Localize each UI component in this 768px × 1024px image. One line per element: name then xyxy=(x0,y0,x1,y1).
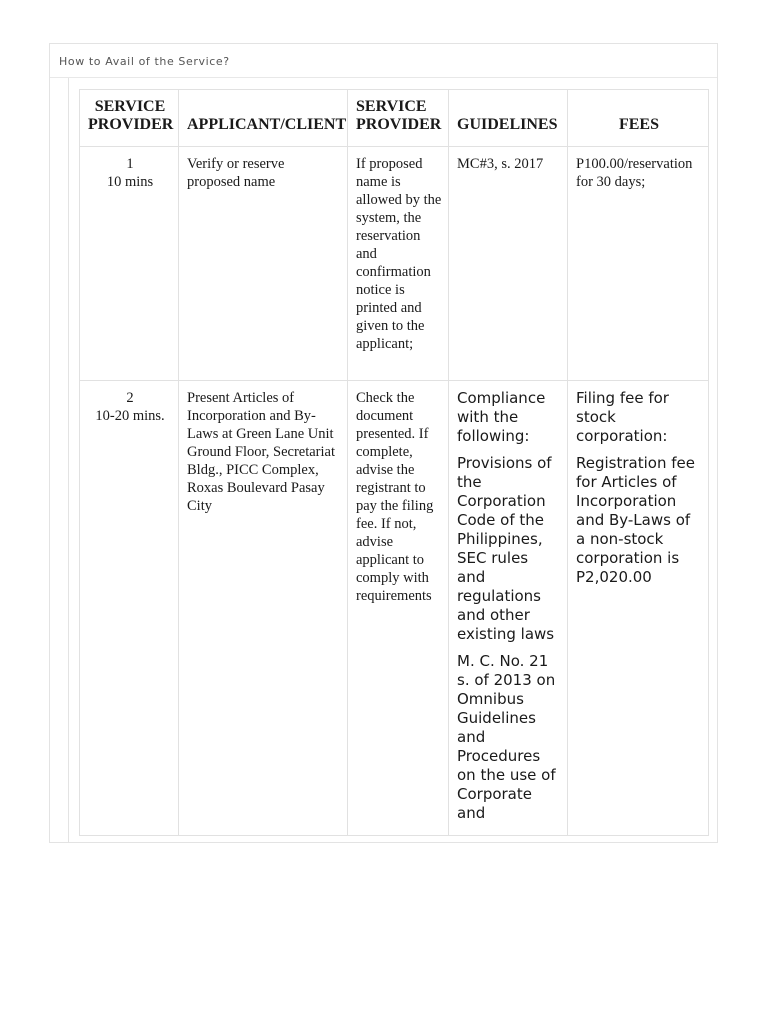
service-table xyxy=(79,89,709,836)
guidelines-cell xyxy=(449,381,568,836)
guideline-text: MC#3, s. 2017 xyxy=(457,156,544,172)
step-duration: 10 mins xyxy=(106,174,154,190)
fee-text: P100.00/reservation for 30 days; xyxy=(576,156,693,190)
fee-text: Filing fee for stock corporation: xyxy=(576,389,669,445)
header-service-provider: SERVICE PROVIDER xyxy=(80,90,179,147)
provider-cell: Check the document presented. If complete, advise the registrant to pay the filing fee. If not, advise applicant to comply with requirements xyxy=(348,381,449,836)
fees-cell xyxy=(568,381,709,836)
guidelines-cell xyxy=(449,147,568,381)
panel-body xyxy=(68,78,716,843)
applicant-cell: Present Articles of Incorporation and By-Laws at Green Lane Unit Ground Floor, Secretariat Bldg., PICC Complex, Roxas Boulevard Pasay City xyxy=(179,381,348,836)
guideline-text: Compliance with the following: xyxy=(457,389,546,445)
fees-cell xyxy=(568,147,709,381)
step-number: 1 xyxy=(126,156,134,172)
step-number: 2 xyxy=(126,390,134,406)
guideline-text: Provisions of the Corporation Code of the Philippines, SEC rules and regulations and other existing laws xyxy=(457,454,555,643)
step-duration: 10-20 mins. xyxy=(95,408,165,424)
table-row xyxy=(80,381,709,836)
table-row xyxy=(80,147,709,381)
panel-title: How to Avail of the Service? xyxy=(50,44,717,78)
header-applicant-client: APPLICANT/CLIENT xyxy=(179,90,348,147)
provider-cell: If proposed name is allowed by the system, the reservation and confirmation notice is printed and given to the applicant; xyxy=(348,147,449,381)
service-panel xyxy=(49,43,718,843)
table-header-row xyxy=(80,90,709,147)
step-cell xyxy=(80,147,179,381)
fee-text: Registration fee for Articles of Incorporation and By-Laws of a non-stock corporation is P2,020.00 xyxy=(576,454,695,586)
header-fees: FEES xyxy=(568,90,709,147)
step-cell xyxy=(80,381,179,836)
header-service-provider-2: SERVICE PROVIDER xyxy=(348,90,449,147)
applicant-cell: Verify or reserve proposed name xyxy=(179,147,348,381)
header-guidelines: GUIDELINES xyxy=(449,90,568,147)
guideline-text: M. C. No. 21 s. of 2013 on Omnibus Guidelines and Procedures on the use of Corporate and xyxy=(457,652,556,822)
